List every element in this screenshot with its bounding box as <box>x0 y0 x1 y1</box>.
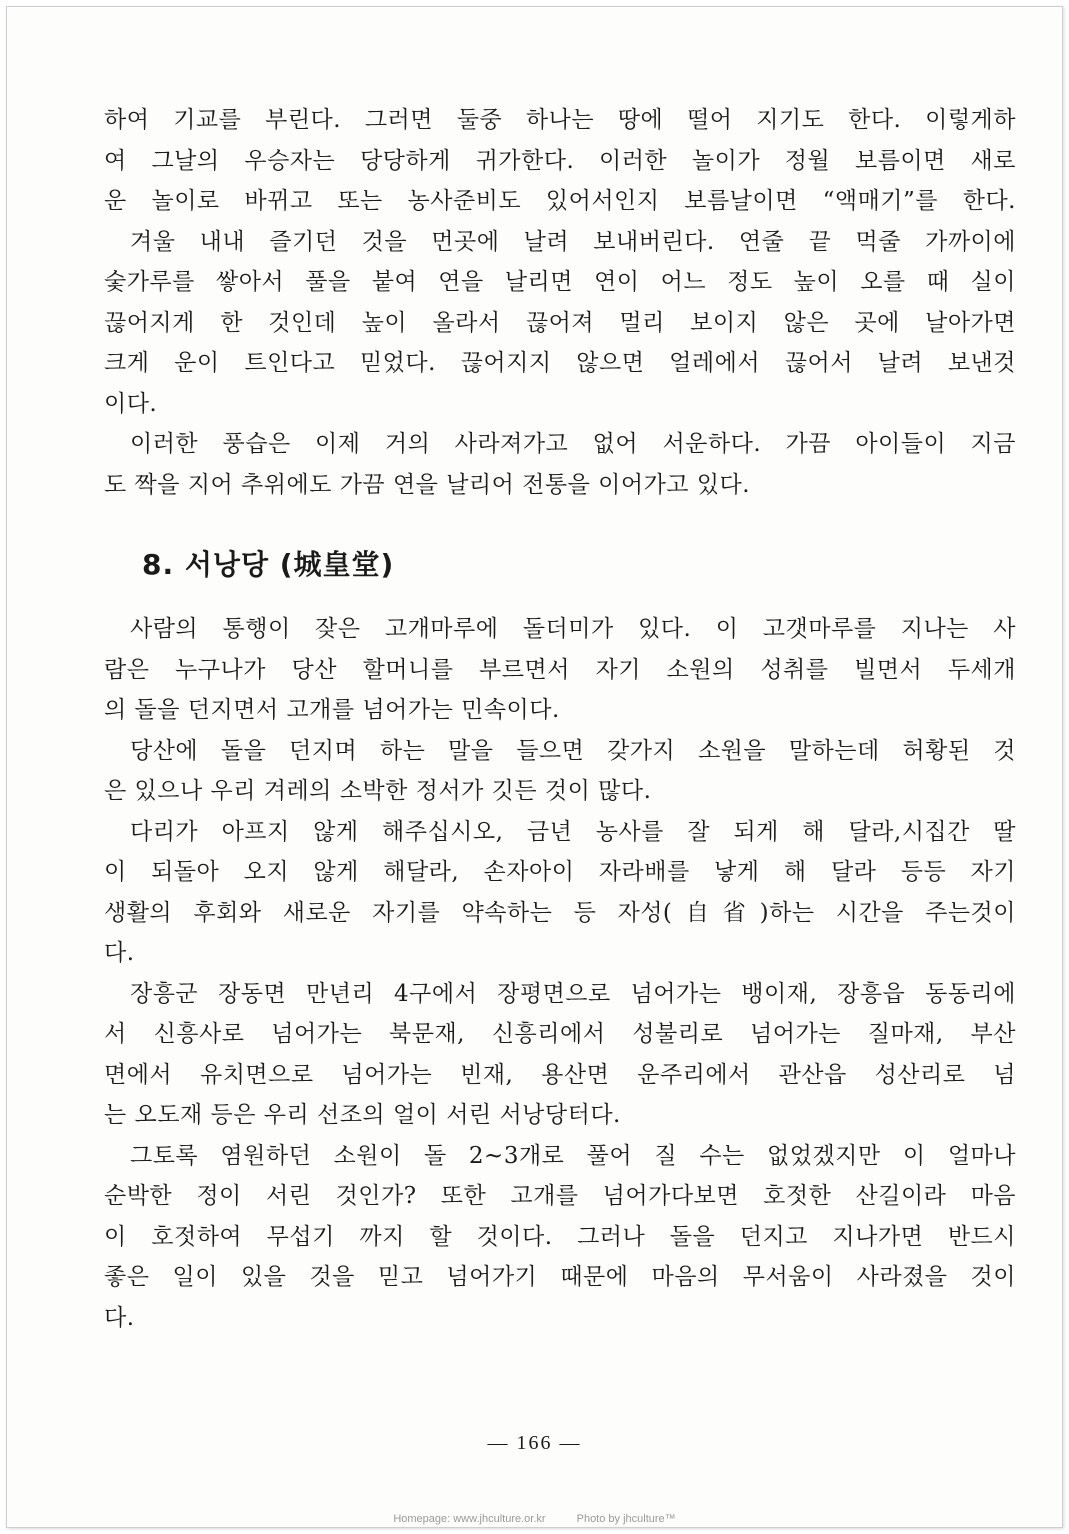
text-line: 장흥군 장동면 만년리 4구에서 장평면으로 넘어가는 뱅이재, 장흥읍 동동리에 <box>130 980 1016 1007</box>
homepage-credit: Homepage: www.jhculture.or.kr <box>393 1513 546 1525</box>
text-line: 이 호젓하여 무섭기 까지 할 것이다. 그러나 돌을 던지고 지나가면 반드시 <box>104 1223 1016 1250</box>
text-line: 의 돌을 던지면서 고개를 넘어가는 민속이다. <box>104 697 560 723</box>
text-line: 그토록 염원하던 소원이 돌 2~3개로 풀어 질 수는 없었겠지만 이 얼마나 <box>130 1142 1016 1169</box>
paragraph-3 <box>104 424 1016 505</box>
text-line: 크게 운이 트인다고 믿었다. 끊어지지 않으면 얼레에서 끊어서 날려 보낸것 <box>104 350 1016 376</box>
text-line: 다리가 아프지 않게 해주십시오, 금년 농사를 잘 되게 해 달라,시집간 딸 <box>130 818 1016 845</box>
text-line: 당산에 돌을 던지며 하는 말을 들으면 갖가지 소원을 말하는데 허황된 것 <box>130 737 1016 764</box>
photo-credit: Photo by jhculture™ <box>576 1513 676 1525</box>
document-page <box>104 100 1016 1338</box>
text-line: 면에서 유치면으로 넘어가는 빈재, 용산면 운주리에서 관산읍 성산리로 넘 <box>104 1061 1016 1088</box>
page-number: — 166 — <box>487 1432 582 1454</box>
text-line: 여 그날의 우승자는 당당하게 귀가한다. 이러한 놀이가 정월 보름이면 새로 <box>104 147 1016 174</box>
text-line: 은 있으나 우리 겨레의 소박한 정서가 깃든 것이 많다. <box>104 778 652 804</box>
text-line: 끊어지게 한 것인데 높이 올라서 끊어져 멀리 보이지 않은 곳에 날아가면 <box>104 309 1016 336</box>
text-line: 다. <box>104 940 135 966</box>
text-line: 다. <box>104 1304 135 1331</box>
paragraph-2 <box>104 222 1016 425</box>
text-line: 숯가루를 쌓아서 풀을 붙여 연을 날리면 연이 어느 정도 높이 오를 때 실이 <box>104 269 1016 295</box>
text-line: 하여 기교를 부린다. 그러면 둘중 하나는 땅에 떨어 지기도 한다. 이렇게하 <box>104 107 1016 133</box>
text-line: 순박한 정이 서린 것인가? 또한 고개를 넘어가다보면 호젓한 산길이라 마음 <box>104 1183 1016 1209</box>
paragraph-1 <box>104 100 1016 222</box>
paragraph-5 <box>104 731 1016 812</box>
text-line: 람은 누구나가 당산 할머니를 부르면서 자기 소원의 성취를 빌면서 두세개 <box>104 656 1016 683</box>
text-line: 도 짝을 지어 추위에도 가끔 연을 날리어 전통을 이어가고 있다. <box>104 471 751 498</box>
text-line: 생활의 후회와 새로운 자기를 약속하는 등 자성(自省)하는 시간을 주는것이 <box>104 899 1016 926</box>
footer-credit <box>0 1513 1069 1525</box>
text-line: 이러한 풍습은 이제 거의 사라져가고 없어 서운하다. 가끔 아이들이 지금 <box>130 431 1016 457</box>
text-line: 이다. <box>104 390 158 417</box>
paragraph-7 <box>104 974 1016 1136</box>
paragraph-6 <box>104 812 1016 974</box>
text-line: 좋은 일이 있을 것을 믿고 넘어가기 때문에 마음의 무서움이 사라졌을 것이 <box>104 1264 1016 1290</box>
text-line: 서 신흥사로 넘어가는 북문재, 신흥리에서 성불리로 넘어가는 질마재, 부산 <box>104 1021 1016 1047</box>
paragraph-8 <box>104 1136 1016 1339</box>
paragraph-4 <box>104 609 1016 731</box>
section-title: 8. 서낭당 (城皇堂) <box>142 548 395 581</box>
text-line: 이 되돌아 오지 않게 해달라, 손자아이 자라배를 낳게 해 달라 등등 자기 <box>104 859 1016 885</box>
text-line: 는 오도재 등은 우리 선조의 얼이 서린 서낭당터다. <box>104 1102 621 1128</box>
text-line: 겨울 내내 즐기던 것을 먼곳에 날려 보내버린다. 연줄 끝 먹줄 가까이에 <box>130 228 1016 255</box>
text-line: 사람의 통행이 잦은 고개마루에 돌더미가 있다. 이 고갯마루를 지나는 사 <box>130 616 1016 642</box>
text-line: 운 놀이로 바뀌고 또는 농사준비도 있어서인지 보름날이면 “액매기”를 한다. <box>104 188 1016 214</box>
